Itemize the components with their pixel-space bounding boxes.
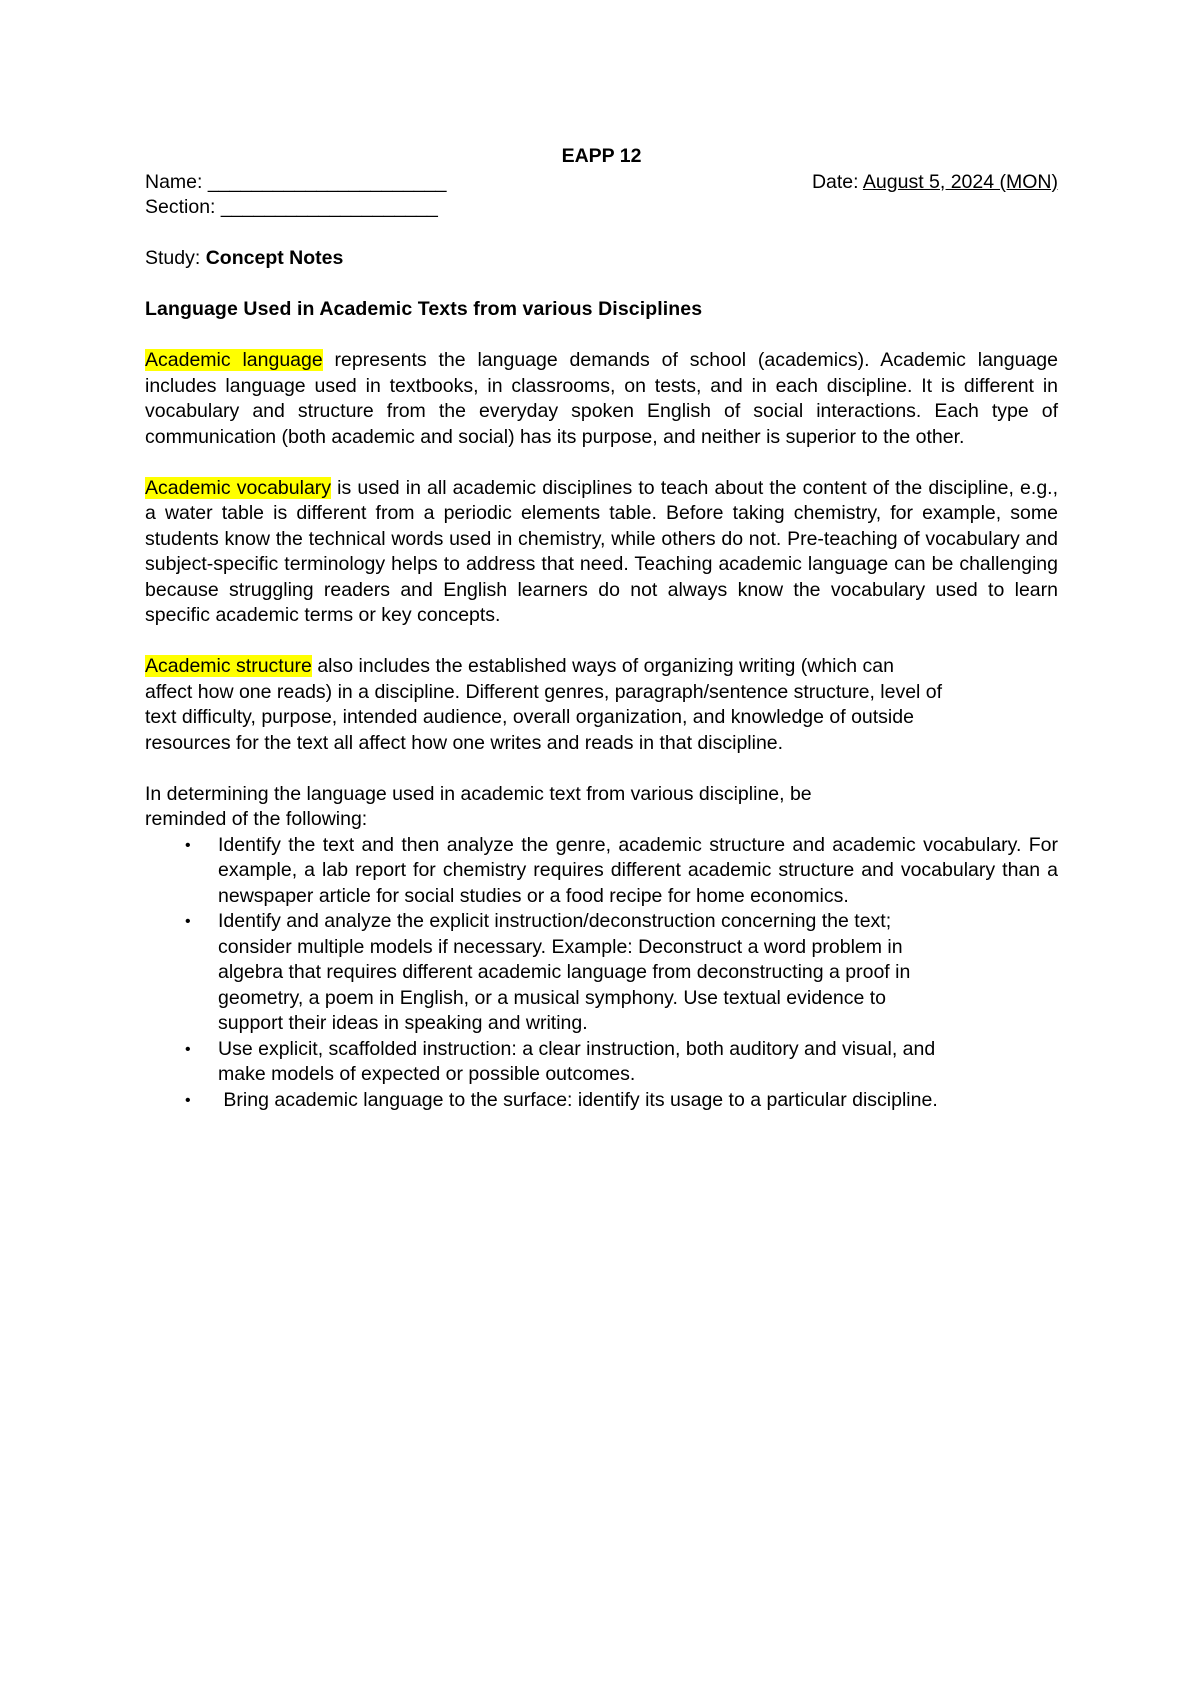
bullet-icon: •: [185, 1091, 191, 1109]
list-item-line: geometry, a poem in English, or a musical symphony. Use textual evidence to: [218, 986, 887, 1009]
paragraph-text: represents the language demands of school (academics). Academic language includes language used in textbooks, in classrooms, on tests, and in each discipline. It is different in vocabulary and structure from the everyday spoken English of social interactions. Each type of communication (both academic and social) has its purpose, and neither is superior to the other.: [145, 349, 1058, 448]
highlighted-term: Academic structure: [145, 655, 312, 677]
bullet-icon: •: [185, 1040, 191, 1058]
section-line: [145, 195, 1058, 221]
intro-line: reminded of the following:: [145, 808, 368, 830]
list-item-line: Identify and analyze the explicit instruction/deconstruction concerning the text;: [218, 910, 892, 932]
bullet-icon: •: [185, 913, 191, 930]
name-line: [145, 170, 446, 196]
list-item-text: Bring academic language to the surface: identify its usage to a particular discipline.: [218, 1088, 938, 1111]
study-line: [145, 246, 1058, 272]
list-item-line: consider multiple models if necessary. Example: Deconstruct a word problem in: [218, 935, 903, 958]
list-item-text: Identify the text and then analyze the genre, academic structure and academic vocabulary. For example, a lab report for chemistry requires different academic structure and vocabulary than a newspaper article for social studies or a food recipe for home economics.: [218, 833, 1058, 907]
paragraph-line: text difficulty, purpose, intended audience, overall organization, and knowledge of outside: [145, 706, 914, 728]
section-label: Section:: [145, 196, 216, 218]
intro-line: In determining the language used in academic text from various discipline, be: [145, 782, 812, 805]
spacer: [145, 272, 1058, 298]
list-item: [145, 833, 1058, 910]
name-blank: ______________________: [207, 170, 447, 193]
date-value: August 5, 2024 (MON): [862, 170, 1058, 193]
spacer: [145, 323, 1058, 349]
highlighted-term: Academic language: [145, 349, 323, 371]
paragraph-academic-language: [145, 348, 1058, 450]
list-item: [145, 909, 1058, 1037]
guidelines-list: [145, 833, 1058, 1114]
paragraph-academic-structure: [145, 654, 1058, 756]
date-line: [812, 170, 1058, 196]
document-title: EAPP 12: [561, 145, 642, 167]
name-label: Name:: [145, 170, 203, 193]
study-label: Study:: [145, 247, 201, 269]
spacer: [145, 221, 1058, 247]
bullet-icon: •: [185, 836, 191, 854]
paragraph-academic-vocabulary: [145, 476, 1058, 629]
highlighted-term: Academic vocabulary: [145, 476, 332, 499]
paragraph-line: affect how one reads) in a discipline. Different genres, paragraph/sentence structure, level of: [145, 680, 943, 703]
list-item-line: Use explicit, scaffolded instruction: a clear instruction, both auditory and visual, and: [218, 1037, 936, 1060]
section-blank: ____________________: [220, 196, 438, 218]
paragraph-text: is used in all academic disciplines to teach about the content of the discipline, e.g., a water table is different from a periodic elements table. Before taking chemistry, for example, some students know the technical words used in chemistry, while others do not. Pre-teaching of vocabulary and subject-specific terminology helps to address that need. Teaching academic language can be challenging because struggling readers and English learners do not always know the vocabulary used to learn specific academic terms or key concepts.: [145, 476, 1059, 626]
section-heading: Language Used in Academic Texts from various Disciplines: [145, 298, 703, 320]
name-date-row: [145, 170, 1058, 196]
paragraph-line: resources for the text all affect how one writes and reads in that discipline.: [145, 731, 784, 754]
list-item-line: make models of expected or possible outcomes.: [218, 1063, 636, 1085]
spacer: [145, 629, 1058, 655]
list-item-line: algebra that requires different academic language from deconstructing a proof in: [218, 961, 911, 983]
list-item-line: support their ideas in speaking and writing.: [218, 1012, 588, 1034]
spacer: [145, 756, 1058, 782]
spacer: [145, 450, 1058, 476]
paragraph-text: also includes the established ways of organizing writing (which can: [311, 655, 894, 677]
list-item: [145, 1088, 1058, 1114]
study-value: Concept Notes: [205, 247, 344, 269]
date-label: Date:: [811, 170, 859, 193]
list-item: [145, 1037, 1058, 1088]
